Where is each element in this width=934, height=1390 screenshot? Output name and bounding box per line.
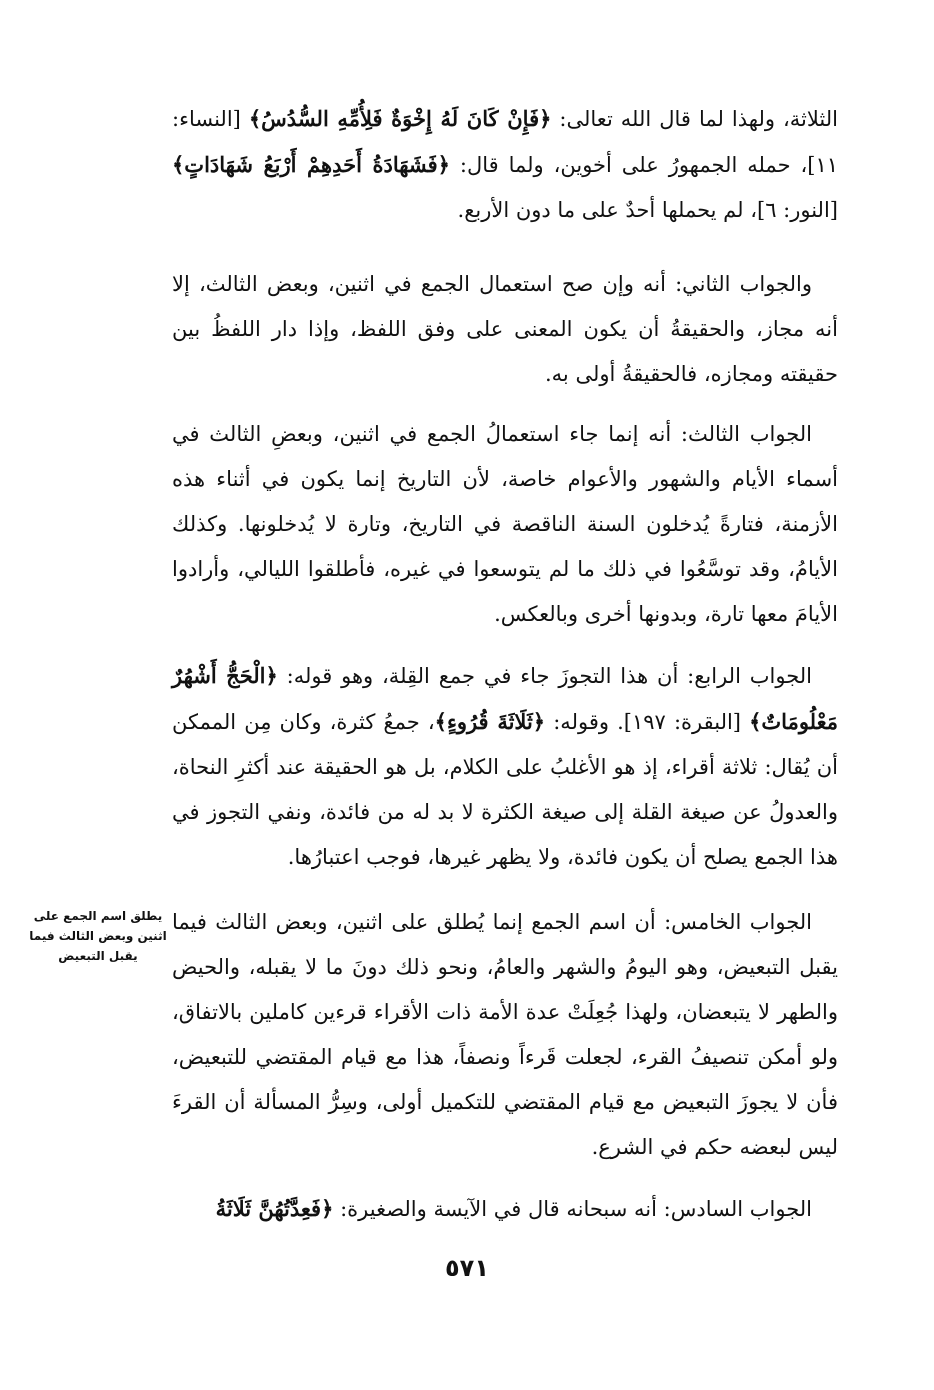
paragraph-text: الجواب الثالث: أنه إنما جاء استعمالُ الجمع في اثنين، وبعضِ الثالث في أسماء الأيام والشهور والأعوام خاصة، لأن التاريخ إنما يكون في أثناء هذه الأزمنة، فتارةً يُدخلون السنة الناقصة في التاريخ، وتارة لا يُدخلونها. وكذلك الأيامُ، وقد توسَّعُوا في ذلك ما لم يتوسعوا في غيره، فأطلقوا الليالي، وأرادوا الأيامَ معها تارة، وبدونها أخرى وبالعكس. [172, 422, 838, 626]
quran-verse: ﴿فَإِنْ كَانَ لَهُ إِخْوَةٌ فَلِأُمِّهِ السُّدُسُ﴾ [248, 106, 552, 131]
paragraph-text: والجواب الثاني: أنه وإن صح استعمال الجمع في اثنين، وبعض الثالث، إلا أنه مجاز، والحقيقةُ أن يكون المعنى على وفق اللفظ، وإذا دار اللفظُ بين حقيقته ومجازه، فالحقيقةُ أولى به. [172, 272, 838, 386]
page-number: ٥٧١ [445, 1254, 489, 1282]
paragraph-text: [البقرة: ١٩٧]. وقوله: [545, 710, 750, 734]
paragraph-6 [172, 1186, 838, 1232]
margin-note: يطلق اسم الجمع على اثنين وبعض الثالث فيما يقبل التبعيض [29, 909, 167, 963]
paragraph-2 [172, 262, 838, 397]
quran-verse: ﴿ثَلَاثَةَ قُرُوءٍ﴾ [434, 709, 546, 734]
paragraph-1 [172, 96, 838, 233]
paragraph-text: الجواب السادس: أنه سبحانه قال في الآيسة والصغيرة: [333, 1197, 812, 1221]
paragraph-5 [172, 900, 838, 1170]
paragraph-text: الجواب الخامس: أن اسم الجمع إنما يُطلق على اثنين، وبعض الثالث فيما يقبل التبعيض، وهو اليومُ والشهر والعامُ، ونحو ذلك دونَ ما لا يقبله، والحيض والطهر لا يتبعضان، ولهذا جُعِلَتْ عدة الأمة ذات الأقراء قرءين كاملين بالاتفاق، ولو أمكن تنصيفُ القرء، لجعلت قَرءاً ونصفاً، هذا مع قيام المقتضي للتبعيض، فأن لا يجوزَ التبعيض مع قيام المقتضي للتكميل أولى، وسِرُّ المسألة أن القرءَ ليس لبعضه حكم في الشرع. [172, 910, 838, 1159]
quran-verse: ﴿فَشَهَادَةُ أَحَدِهِمْ أَرْبَعُ شَهَادَاتٍ﴾ [172, 152, 450, 177]
quran-verse: ﴿الْحَجُّ أَشْهُرٌ مَعْلُومَاتٌ﴾ [172, 663, 839, 734]
paragraph-text: ، جمعُ كثرة، وكان مِن الممكن أن يُقال: ثلاثة أقراء، إذ هو الأغلبُ على الكلام، بل هو الحقيقة عند أكثرِ النحاة، والعدولُ عن صيغة القلة إلى صيغة الكثرة لا بد له من فائدة، ونفي التجوز في هذا الجمع يصلح أن يكون فائدة، ولا يظهر غيرها، فوجب اعتبارُها. [172, 710, 838, 869]
paragraph-text: [النساء: ١١]، حمله الجمهورُ على أخوين، ولما قال: [172, 107, 838, 177]
paragraph-3 [172, 412, 838, 637]
paragraph-text: الجواب الرابع: أن هذا التجوزَ جاء في جمع القِلة، وهو قوله: [277, 664, 812, 688]
paragraph-text: [النور: ٦]، لم يحملها أحدٌ على ما دون الأربع. [457, 198, 838, 222]
paragraph-4 [172, 653, 838, 880]
paragraph-text: الثلاثة، ولهذا لما قال الله تعالى: [551, 107, 838, 131]
quran-verse: ﴿فَعِدَّتُهُنَّ ثَلَاثَةُ [215, 1196, 334, 1221]
